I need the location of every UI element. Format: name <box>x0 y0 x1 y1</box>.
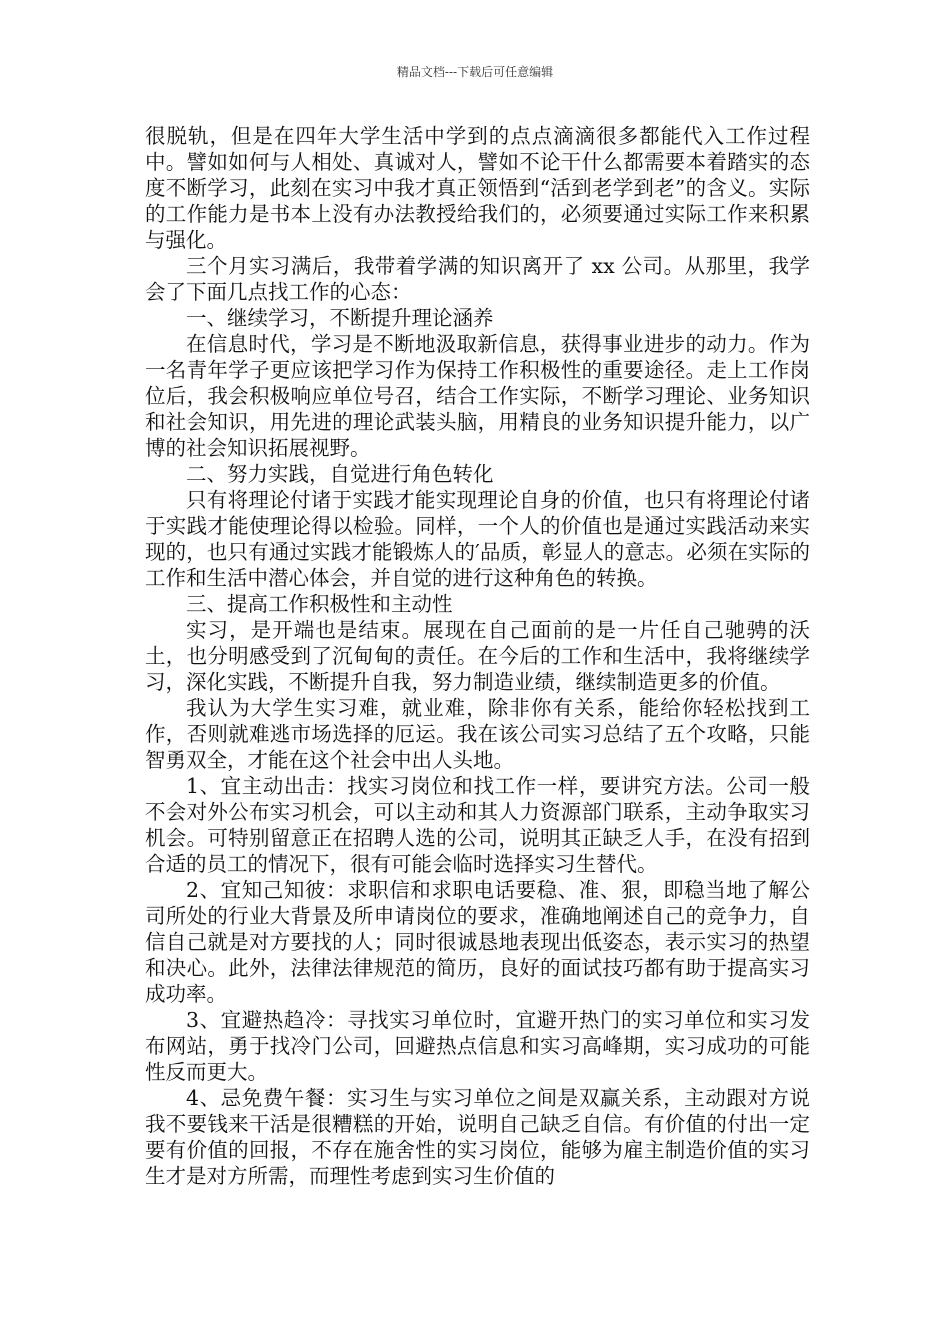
section-heading-1: 一、继续学习，不断提升理论涵养 <box>186 306 494 330</box>
page-header: 精品文档---下载后可任意编辑 <box>396 65 554 79</box>
section-heading-2: 二、努力实践，自觉进行角色转化 <box>186 462 494 486</box>
paragraph-1: 很脱轨，但是在四年大学生活中学到的点点滴滴很多都能代入工作过程中。譬如如何与人相处、真诚对人，譬如不论干什么都需要本着踏实的态度不断学习，此刻在实习中我才真正领悟到“活到老学到老”的含义。实际的工作能力是书本上没有办法教授给我们的，必须要通过实际工作来积累与强化。 <box>145 124 810 252</box>
paragraph-5: 实习，是开端也是结束。展现在自己面前的是一片任自己驰骋的沃土，也分明感受到了沉甸甸的责任。在今后的工作和生活中，我将继续学习，深化实践，不断提升自我，努力制造业绩，继续制造更多的价值。 <box>145 618 810 694</box>
paragraph-2: 三个月实习满后，我带着学满的知识离开了 xx 公司。从那里，我学会了下面几点找工作的心态： <box>145 254 810 304</box>
section-heading-3: 三、提高工作积极性和主动性 <box>186 592 453 616</box>
paragraph-4: 只有将理论付诸于实践才能实现理论自身的价值，也只有将理论付诸于实践才能使理论得以检验。同样，一个人的价值也是通过实践活动来实现的，也只有通过实践才能锻炼人的′品质，彰显人的意志。必须在实际的工作和生活中潜心体会，并自觉的进行这种角色的转换。 <box>145 488 810 590</box>
paragraph-6: 我认为大学生实习难，就业难，除非你有关系，能给你轻松找到工作，否则就难逃市场选择的厄运。我在该公司实习总结了五个攻略，只能智勇双全，才能在这个社会中出人头地。 <box>145 696 810 772</box>
list-item-1: 1、宜主动出击：找实习岗位和找工作一样，要讲究方法。公司一般不会对外公布实习机会，可以主动和其人力资源部门联系，主动争取实习机会。可特别留意正在招聘人选的公司，说明其正缺乏人手，在没有招到合适的员工的情况下，很有可能会临时选择实习生替代。 <box>145 774 810 876</box>
document-body <box>145 123 810 1189</box>
list-item-3: 3、宜避热趋冷：寻找实习单位时，宜避开热门的实习单位和实习发布网站，勇于找冷门公司，回避热点信息和实习高峰期，实习成功的可能性反而更大。 <box>145 1008 810 1084</box>
list-item-2: 2、宜知己知彼：求职信和求职电话要稳、准、狠，即稳当地了解公司所处的行业大背景及所申请岗位的要求，准确地阐述自己的竞争力，自信自己就是对方要找的人；同时很诚恳地表现出低姿态，表示实习的热望和决心。此外，法律法律规范的简历，良好的面试技巧都有助于提高实习成功率。 <box>145 878 810 1006</box>
paragraph-3: 在信息时代，学习是不断地汲取新信息，获得事业进步的动力。作为一名青年学子更应该把学习作为保持工作积极性的重要途径。走上工作岗位后，我会积极响应单位号召，结合工作实际，不断学习理论、业务知识和社会知识，用先进的理论武装头脑，用精良的业务知识提升能力，以广博的社会知识拓展视野。 <box>145 332 810 460</box>
list-item-4: 4、忌免费午餐：实习生与实习单位之间是双赢关系，主动跟对方说我不要钱来干活是很糟糕的开始，说明自己缺乏自信。有价值的付出一定要有价值的回报，不存在施舍性的实习岗位，能够为雇主制造价值的实习生才是对方所需，而理性考虑到实习生价值的 <box>145 1086 810 1188</box>
